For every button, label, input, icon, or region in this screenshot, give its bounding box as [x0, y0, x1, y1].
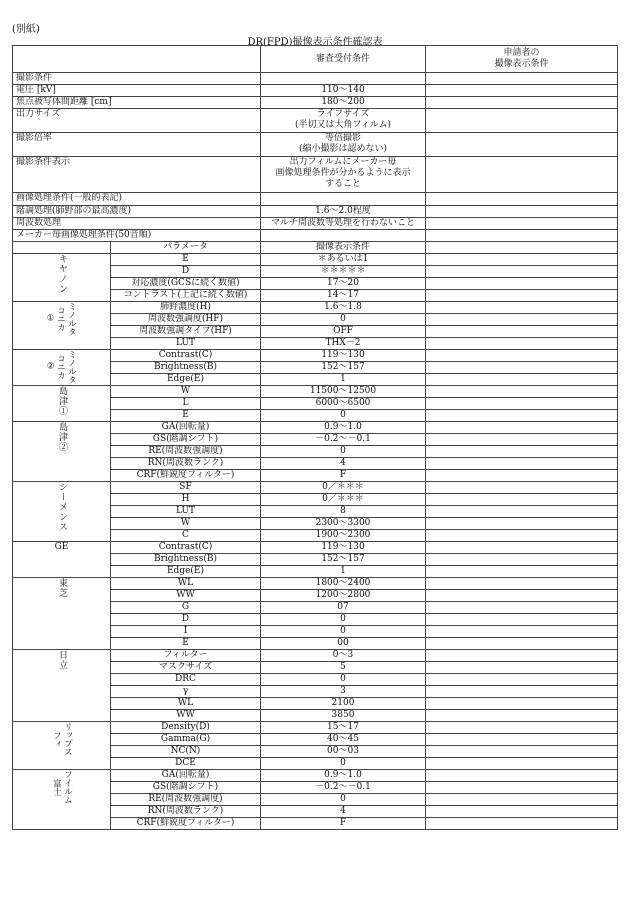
parameter-name: Density(D): [111, 722, 261, 734]
column-header-review: 審査受付条件: [261, 46, 426, 73]
parameter-value: 4: [261, 806, 426, 818]
condition-value: 等倍撮影 (縮小撮影は認めない): [261, 133, 426, 157]
parameter-value: 1200～2800: [261, 590, 426, 602]
condition-value: 180～200: [261, 97, 426, 109]
processing-label: 周波数処理: [13, 218, 261, 230]
maker-name: [13, 302, 111, 350]
applicant-value: [426, 518, 618, 530]
applicant-value: [426, 686, 618, 698]
parameter-row: [13, 302, 618, 314]
applicant-value: [426, 758, 618, 770]
parameter-name: RE(周波数強調度): [111, 446, 261, 458]
applicant-value: [426, 578, 618, 590]
parameter-row: [13, 722, 618, 734]
condition-row: [13, 157, 618, 193]
section-title-row: [13, 230, 618, 242]
header-blank: [13, 46, 261, 73]
applicant-value: [426, 638, 618, 650]
applicant-value: [426, 218, 618, 230]
applicant-cell: [426, 193, 618, 206]
condition-row: [13, 133, 618, 157]
parameter-value: 1900～2300: [261, 530, 426, 542]
parameter-name: RN(周波数ランク): [111, 806, 261, 818]
maker-name: [13, 482, 111, 542]
applicant-value: [426, 374, 618, 386]
parameter-row: [13, 482, 618, 494]
maker-name: GE: [13, 542, 111, 578]
applicant-value: [426, 266, 618, 278]
parameter-value: 0.9～1.0: [261, 422, 426, 434]
applicant-value: [426, 446, 618, 458]
condition-header: 撮像表示条件: [261, 242, 426, 254]
applicant-value: [426, 626, 618, 638]
condition-value: 110～140: [261, 85, 426, 97]
applicant-value: [426, 662, 618, 674]
applicant-value: [426, 350, 618, 362]
applicant-value: [426, 157, 618, 193]
maker-name: [13, 350, 111, 386]
review-cell: [261, 193, 426, 206]
maker-name: [13, 254, 111, 302]
applicant-value: [426, 470, 618, 482]
maker-name: [13, 722, 111, 770]
parameter-value: OFF: [261, 326, 426, 338]
maker-name-line: ミノルタ: [66, 302, 77, 336]
parameter-name: DCE: [111, 758, 261, 770]
parameter-name: 対応濃度(GCSに続く数値): [111, 278, 261, 290]
maker-name-line: フィ: [51, 730, 62, 748]
maker-name: [13, 422, 111, 482]
parameter-name: GS(階調シフト): [111, 782, 261, 794]
applicant-value: [426, 806, 618, 818]
applicant-value: [426, 482, 618, 494]
processing-row: [13, 206, 618, 218]
applicant-value: [426, 794, 618, 806]
parameter-value: 3: [261, 686, 426, 698]
applicant-value: [426, 770, 618, 782]
parameter-value: 0: [261, 446, 426, 458]
parameter-value: 152～157: [261, 554, 426, 566]
applicant-value: [426, 326, 618, 338]
applicant-value: [426, 710, 618, 722]
parameter-value: 8: [261, 506, 426, 518]
header-row: [13, 46, 618, 73]
applicant-value: [426, 338, 618, 350]
section-title-row: [13, 193, 618, 206]
document-title: DR(FPD)撮像表示条件確認表: [247, 37, 383, 48]
applicant-value: [426, 254, 618, 266]
processing-label: 階調処理(肺野部の最高濃度): [13, 206, 261, 218]
parameter-value: 0: [261, 410, 426, 422]
parameter-name: WL: [111, 578, 261, 590]
confirmation-table: [12, 45, 618, 830]
parameter-value: 0～3: [261, 650, 426, 662]
parameter-row: [13, 422, 618, 434]
applicant-cell: [426, 73, 618, 85]
parameter-value: 1.6～1.8: [261, 302, 426, 314]
condition-label: 焦点被写体間距離 [cm]: [13, 97, 261, 109]
parameter-value: 2300～3300: [261, 518, 426, 530]
maker-name-text: [47, 302, 77, 336]
applicant-value: [426, 458, 618, 470]
processing-value: マルチ周波数等処理を行わないこと: [261, 218, 426, 230]
parameter-name: E: [111, 410, 261, 422]
parameter-value: F: [261, 470, 426, 482]
parameter-name: WL: [111, 698, 261, 710]
maker-name-text: [51, 722, 73, 756]
maker-name: [13, 770, 111, 830]
applicant-value: [426, 386, 618, 398]
applicant-value: [426, 85, 618, 97]
parameter-value: 3850: [261, 710, 426, 722]
applicant-value: [426, 206, 618, 218]
applicant-value: [426, 746, 618, 758]
parameter-name: L: [111, 398, 261, 410]
applicant-value: [426, 290, 618, 302]
parameter-row: [13, 578, 618, 590]
parameter-name: D: [111, 266, 261, 278]
applicant-value: [426, 410, 618, 422]
maker-name-line: ミノルタ: [66, 350, 77, 384]
parameter-name: Contrast(C): [111, 542, 261, 554]
condition-label: 電圧 [kV]: [13, 85, 261, 97]
parameter-value: 0／＊＊＊: [261, 482, 426, 494]
parameter-value: 0／＊＊＊: [261, 494, 426, 506]
applicant-value: [426, 722, 618, 734]
maker-name-line: フイルム: [62, 770, 73, 804]
applicant-value: [426, 278, 618, 290]
parameter-row: [13, 350, 618, 362]
column-header-applicant: 申請者の 撮像表示条件: [426, 46, 618, 73]
parameter-name: Gamma(G): [111, 734, 261, 746]
applicant-value: [426, 398, 618, 410]
parameter-name: WW: [111, 710, 261, 722]
parameter-value: 0: [261, 674, 426, 686]
parameter-header-row: [13, 242, 618, 254]
parameter-value: 17～20: [261, 278, 426, 290]
parameter-name: E: [111, 254, 261, 266]
maker-name-text: シーメンス: [57, 482, 67, 532]
applicant-value: [426, 614, 618, 626]
applicant-cell: [426, 230, 618, 242]
condition-label: 撮影倍率: [13, 133, 261, 157]
parameter-name: C: [111, 530, 261, 542]
applicant-value: [426, 602, 618, 614]
maker-name-text: [47, 350, 77, 384]
parameter-name: 肺野濃度(H): [111, 302, 261, 314]
processing-value: 1.6～2.0程度: [261, 206, 426, 218]
parameter-value: 1: [261, 566, 426, 578]
parameter-value: 0: [261, 794, 426, 806]
review-cell: [261, 73, 426, 85]
applicant-value: [426, 97, 618, 109]
parameter-name: I: [111, 626, 261, 638]
maker-name-line: 富士: [51, 778, 62, 796]
applicant-value: [426, 109, 618, 133]
maker-name-text: 東芝: [57, 578, 67, 598]
parameter-name: WW: [111, 590, 261, 602]
parameter-name: RN(周波数ランク): [111, 458, 261, 470]
condition-value: ライフサイズ (半切又は大角フィルム): [261, 109, 426, 133]
maker-name: [13, 578, 111, 650]
parameter-value: 4: [261, 458, 426, 470]
applicant-value: [426, 818, 618, 830]
parameter-name: フィルター: [111, 650, 261, 662]
parameter-value: F: [261, 818, 426, 830]
applicant-value: [426, 422, 618, 434]
parameter-name: Edge(E): [111, 566, 261, 578]
parameter-value: 119～130: [261, 542, 426, 554]
maker-name-text: 島津②: [57, 422, 67, 452]
parameter-value: ＊＊＊＊＊: [261, 266, 426, 278]
parameter-name: DRC: [111, 674, 261, 686]
parameter-value: －0.2～－0.1: [261, 782, 426, 794]
parameter-name: G: [111, 602, 261, 614]
maker-name-line: リップス: [62, 722, 73, 756]
parameter-name: LUT: [111, 338, 261, 350]
maker-name-text: [51, 770, 73, 804]
parameter-name: W: [111, 386, 261, 398]
applicant-value: [426, 590, 618, 602]
parameter-row: [13, 650, 618, 662]
maker-name-text: 島津①: [57, 386, 67, 416]
condition-row: [13, 97, 618, 109]
parameter-name: CRF(鮮鋭度フィルター): [111, 470, 261, 482]
parameter-value: 0.9～1.0: [261, 770, 426, 782]
attachment-note: (別紙): [12, 24, 40, 35]
parameter-row: [13, 254, 618, 266]
section-title-row: [13, 73, 618, 85]
parameter-value: 15～17: [261, 722, 426, 734]
parameter-name: SF: [111, 482, 261, 494]
applicant-value: [426, 650, 618, 662]
parameter-value: 119～130: [261, 350, 426, 362]
processing-row: [13, 218, 618, 230]
applicant-value: [426, 734, 618, 746]
maker-name-text: 日立: [57, 650, 67, 670]
parameter-value: 0: [261, 626, 426, 638]
review-cell: [261, 230, 426, 242]
applicant-value: [426, 554, 618, 566]
condition-label: 出力サイズ: [13, 109, 261, 133]
parameter-row: [13, 770, 618, 782]
parameter-row: [13, 386, 618, 398]
parameter-header: パラメータ: [111, 242, 261, 254]
applicant-value: [426, 314, 618, 326]
section-title: 撮影条件: [13, 73, 261, 85]
applicant-value: [426, 566, 618, 578]
parameter-value: 0: [261, 614, 426, 626]
parameter-value: 152～157: [261, 362, 426, 374]
parameter-value: 1800～2400: [261, 578, 426, 590]
section-title: メーカー毎画像処理条件(50音順): [13, 230, 261, 242]
condition-row: [13, 85, 618, 97]
parameter-name: CRF(鮮鋭度フィルター): [111, 818, 261, 830]
maker-name-text: キヤノン: [57, 254, 67, 294]
parameter-name: W: [111, 518, 261, 530]
parameter-name: GS(階調シフト): [111, 434, 261, 446]
maker-name: [13, 386, 111, 422]
parameter-name: マスクサイズ: [111, 662, 261, 674]
parameter-name: E: [111, 638, 261, 650]
parameter-name: Contrast(C): [111, 350, 261, 362]
parameter-value: 40～45: [261, 734, 426, 746]
parameter-name: 周波数強調タイプ(HF): [111, 326, 261, 338]
applicant-value: [426, 782, 618, 794]
applicant-value: [426, 530, 618, 542]
maker-name: [13, 650, 111, 722]
parameter-name: GA(回転量): [111, 770, 261, 782]
parameter-value: 0: [261, 314, 426, 326]
applicant-value: [426, 542, 618, 554]
maker-name-prefix: ②: [46, 361, 55, 372]
parameter-name: H: [111, 494, 261, 506]
parameter-name: D: [111, 614, 261, 626]
parameter-value: 14～17: [261, 290, 426, 302]
applicant-value: [426, 434, 618, 446]
applicant-value: [426, 674, 618, 686]
parameter-row: [13, 542, 618, 554]
parameter-name: Brightness(B): [111, 362, 261, 374]
condition-label: 撮影条件表示: [13, 157, 261, 193]
parameter-name: NC(N): [111, 746, 261, 758]
parameter-value: 5: [261, 662, 426, 674]
applicant-value: [426, 302, 618, 314]
parameter-name: 周波数強調度(HF): [111, 314, 261, 326]
parameter-name: GA(回転量): [111, 422, 261, 434]
parameter-name: コントラスト(上記に続く数値): [111, 290, 261, 302]
parameter-name: Edge(E): [111, 374, 261, 386]
applicant-value: [426, 506, 618, 518]
maker-header-blank: [13, 242, 111, 254]
maker-name-prefix: ①: [46, 313, 55, 324]
parameter-value: THX－2: [261, 338, 426, 350]
parameter-value: 2100: [261, 698, 426, 710]
parameter-value: ＊あるいは1: [261, 254, 426, 266]
applicant-value: [426, 698, 618, 710]
section-title: 画像処理条件(一般的表記): [13, 193, 261, 206]
parameter-name: γ: [111, 686, 261, 698]
condition-value: 出力フィルムにメーカー毎 画像処理条件が分かるように表示 すること: [261, 157, 426, 193]
parameter-value: －0.2～－0.1: [261, 434, 426, 446]
parameter-value: 1: [261, 374, 426, 386]
applicant-value: [426, 362, 618, 374]
parameter-value: 0: [261, 758, 426, 770]
parameter-value: 6000～6500: [261, 398, 426, 410]
maker-name-line: コニカ: [55, 354, 66, 380]
parameter-value: 07: [261, 602, 426, 614]
parameter-value: 11500～12500: [261, 386, 426, 398]
parameter-name: RE(周波数強調度): [111, 794, 261, 806]
applicant-value: [426, 494, 618, 506]
maker-name-line: コニカ: [55, 306, 66, 332]
applicant-value: [426, 133, 618, 157]
parameter-name: LUT: [111, 506, 261, 518]
parameter-value: 00: [261, 638, 426, 650]
parameter-name: Brightness(B): [111, 554, 261, 566]
parameter-value: 00～03: [261, 746, 426, 758]
applicant-cell: [426, 242, 618, 254]
condition-row: [13, 109, 618, 133]
